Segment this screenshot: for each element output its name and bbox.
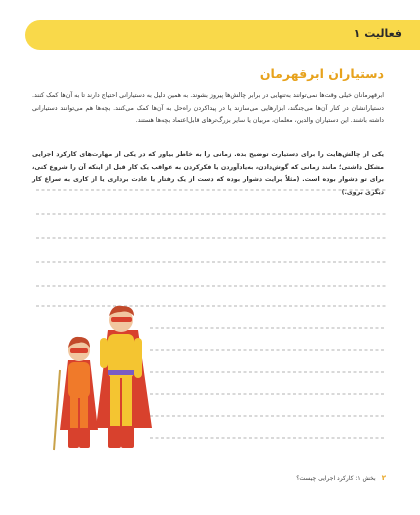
tall-hero-leg-left (110, 376, 120, 428)
tall-hero-belt (108, 370, 134, 375)
small-hero-boot-right (79, 428, 90, 448)
intro-paragraph: ابرقهرمانان خیلی وقت‌ها نمی‌توانند به‌تنهایی در برابر چالش‌ها پیروز بشوند. به همین دلیل به دستیارانی احتیاج دارند تا به آن‌ها کمک کنند. دستیارانشان در کنار آن‌ها می‌جنگند، ابزارهایی می‌سازند یا در پیدا‌کردن راه‌حل به آن‌ها کمک می‌کنند. بچه‌ها هم می‌توانند دستیارانی داشته باشند. این دستیاران والدین، معلمان، مربیان یا سایر بزرگ‌ترهای قابل‌اعتماد بچه‌ها هستند. (32, 92, 384, 125)
tall-hero-mask (111, 317, 132, 322)
activity-label: فعالیت ۱ (353, 27, 402, 40)
section-label: بخش ۱: کارکرد اجرایی چیست؟ (296, 474, 376, 482)
small-hero-staff (54, 370, 60, 450)
superhero-illustration (40, 300, 170, 460)
tall-hero-arm-left (100, 338, 108, 368)
small-hero-leg-left (70, 396, 78, 430)
tall-hero-boot-left (108, 426, 121, 448)
instruction-paragraph: یکی از چالش‌هایت را برای دستیارت توضیح بده. زمانی را به خاطر بیاور که در یکی از مهارت‌های کارکرد اجرایی مشکل داشتی؛ مانند زمانی که گوش‌دادن، به‌یادآوردن یا فکرکردن به عواقب یک کار قبل از اینکه آن را شروع کنی، برای تو دشوار بوده است. (مثلاً برایت دشوار بوده که دست از یک رفتار یا عادت برداری یا از کاری به سراغ کار دیگری بروی.) (32, 151, 384, 196)
small-hero-boot-left (68, 428, 79, 448)
small-hero-torso (68, 362, 90, 398)
tall-hero-arm-right (134, 338, 142, 378)
small-hero-mask (70, 348, 88, 353)
tall-hero-leg-right (122, 376, 132, 428)
small-hero-leg-right (80, 396, 88, 430)
page-number: ۲ (381, 474, 386, 482)
page-footer (296, 474, 386, 482)
lesson-title: دستیاران ابرقهرمان (259, 66, 384, 81)
tall-hero-boot-right (121, 426, 134, 448)
